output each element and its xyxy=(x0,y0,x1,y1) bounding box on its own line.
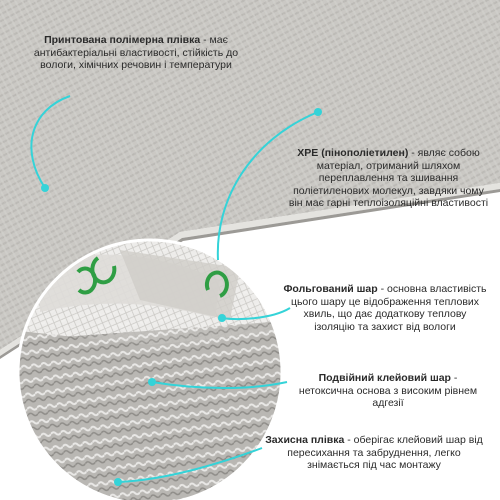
label-title: Подвійний клейовий шар xyxy=(318,372,451,384)
label-body: - нетоксична основа з високим рівнем адгезії xyxy=(298,372,478,409)
label-body: - має антибактеріальні властивості, стійкість до вологи, хімічних речовин і температури xyxy=(33,34,239,71)
label-title: Принтована полімерна плівка xyxy=(44,34,201,46)
callout-dot-top xyxy=(41,184,49,192)
label-title: Захисна плівка xyxy=(265,434,345,446)
label-title: Фольгований шар xyxy=(283,283,378,295)
label-printed-film xyxy=(18,34,254,72)
label-protective-film xyxy=(262,434,486,472)
label-foil-layer xyxy=(282,283,488,333)
label-adhesive-layer xyxy=(290,372,486,410)
label-body: - являє собою матеріал, отриманий шляхом переплавлення та зшивання поліетиленових молекул, завдяки чому він має гарні теплоізоляційні властивості xyxy=(288,147,489,209)
label-body: - оберігає клейовий шар від пересихання та забруднення, легко знімається під час монтажу xyxy=(287,434,483,471)
label-title: ХРЕ (пінополіетилен) xyxy=(297,147,409,159)
label-body: - основна властивість цього шару це відображення теплових хвиль, що дає додаткову теплову ізоляцію та захист від вологи xyxy=(290,283,487,333)
callout-dot-xpe xyxy=(314,108,322,116)
label-xpe xyxy=(286,147,491,210)
callout-dot-foil xyxy=(218,314,226,322)
callout-dot-film xyxy=(114,478,122,486)
callout-dot-glue xyxy=(148,378,156,386)
